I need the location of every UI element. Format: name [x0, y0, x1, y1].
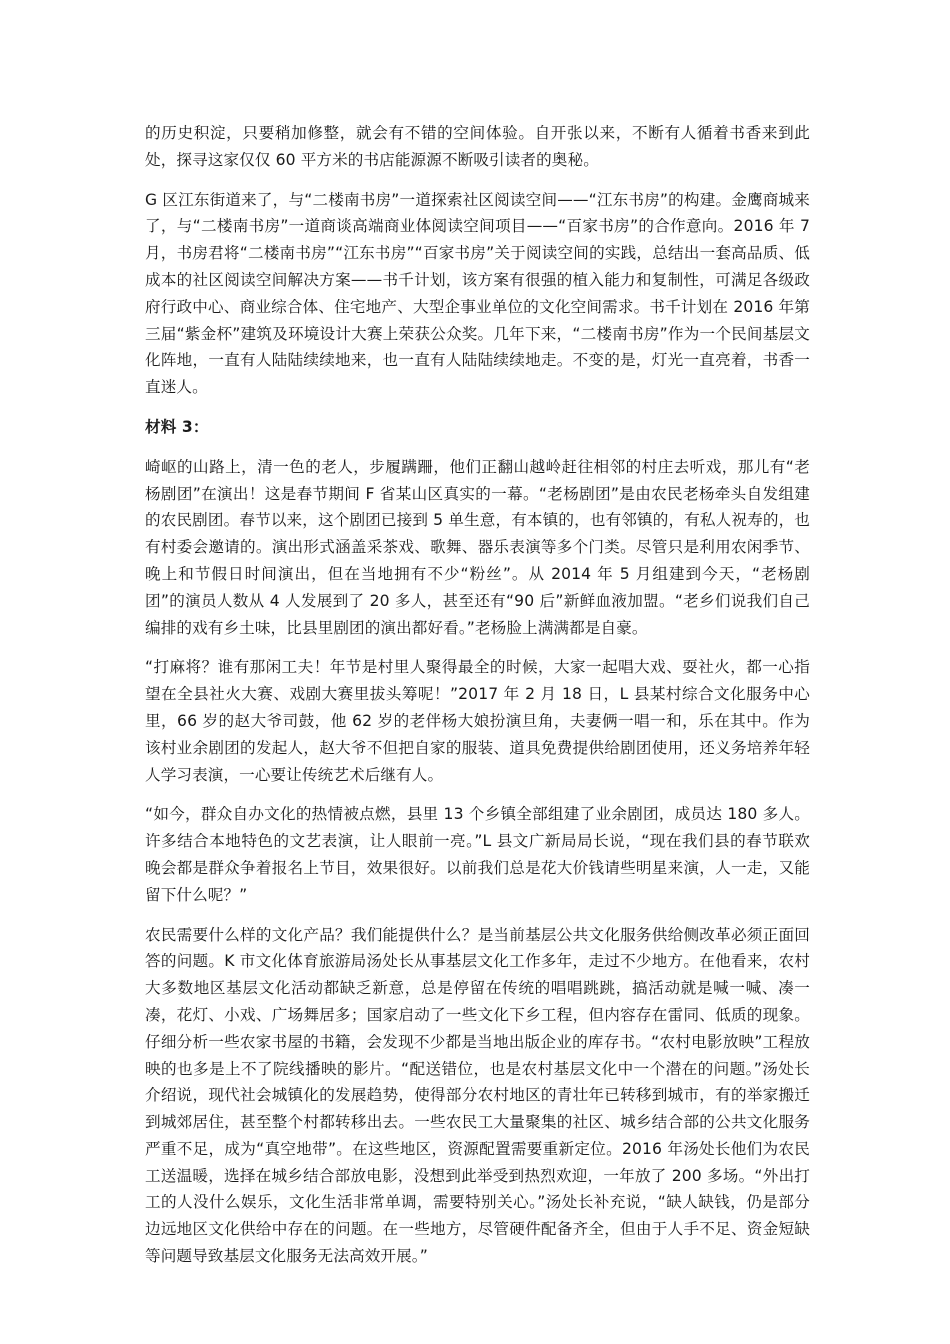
- paragraph-reading-space-history: 的历史积淀，只要稍加修整，就会有不错的空间体验。自开张以来，不断有人循着书香来到此处，探寻这家仅仅 60 平方米的书店能源源不断吸引读者的奥秘。: [145, 124, 810, 169]
- paragraph-jiangdong-study: G 区江东街道来了，与“二楼南书房”一道探索社区阅读空间——“江东书房”的构建。金鹰商城来了，与“二楼南书房”一道商谈高端商业体阅读空间项目——“百家书房”的合作意向。2016 年 7 月，书房君将“二楼南书房”“江东书房”“百家书房”关于阅读空间的实践，总结出一套高品质、低成本的社区阅读空间解决方案——书千计划，该方案有很强的植入能力和复制性，可满足各级政府行政中心、商业综合体、住宅地产、大型企事业单位的文化空间需求。书千计划在 2016 年第三届“紫金杯”建筑及环境设计大赛上荣获公众奖。几年下来，“二楼南书房”作为一个民间基层文化阵地，一直有人陆陆续续地来，也一直有人陆陆续续地走。不变的是，灯光一直亮着，书香一直迷人。: [145, 190, 810, 397]
- paragraph-village-opera: “打麻将？谁有那闲工夫！年节是村里人聚得最全的时候，大家一起唱大戏、耍社火，都一心指望在全县社火大赛、戏剧大赛里拔头筹呢！”2017 年 2 月 18 日，L 县某村综合文化服务中心里，66 岁的赵大爷司鼓，他 62 岁的老伴杨大娘扮演旦角，夫妻俩一唱一和，乐在其中。作为该村业余剧团的发起人，赵大爷不但把自家的服装、道具免费提供给剧团使用，还义务培养年轻人学习表演，一心要让传统艺术后继有人。: [145, 658, 810, 784]
- paragraph-county-troupes: “如今，群众自办文化的热情被点燃，县里 13 个乡镇全部组建了业余剧团，成员达 180 多人。许多结合本地特色的文艺表演，让人眼前一亮。”L 县文广新局局长说，“现在我们县的春节联欢晚会都是群众争着报名上节目，效果很好。以前我们总是花大价钱请些明星来演，人一走，又能留下什么呢？”: [145, 805, 810, 904]
- paragraph-laoyang-troupe: 崎岖的山路上，清一色的老人，步履蹒跚，他们正翻山越岭赶往相邻的村庄去听戏，那儿有“老杨剧团”在演出！这是春节期间 F 省某山区真实的一幕。“老杨剧团”是由农民老杨牵头自发组建的农民剧团。春节以来，这个剧团已接到 5 单生意，有本镇的，也有邻镇的，有私人祝寿的，也有村委会邀请的。演出形式涵盖采茶戏、歌舞、器乐表演等多个门类。尽管只是利用农闲季节、晚上和节假日时间演出，但在当地拥有不少“粉丝”。从 2014 年 5 月组建到今天，“老杨剧团”的演员人数从 4 人发展到了 20 多人，甚至还有“90 后”新鲜血液加盟。“老乡们说我们自己编排的戏有乡土味，比县里剧团的演出都好看。”老杨脸上满满都是自豪。: [145, 457, 810, 637]
- document-body: [145, 120, 810, 1283]
- paragraph-supply-reform: 农民需要什么样的文化产品？我们能提供什么？是当前基层公共文化服务供给侧改革必须正面回答的问题。K 市文化体育旅游局汤处长从事基层文化工作多年，走过不少地方。在他看来，农村大多数地区基层文化活动都缺乏新意，总是停留在传统的唱唱跳跳，搞活动就是喊一喊、凑一凑，花灯、小戏、广场舞居多；国家启动了一些文化下乡工程，但内容存在雷同、低质的现象。仔细分析一些农家书屋的书籍，会发现不少都是当地出版企业的库存书。“农村电影放映”工程放映的也多是上不了院线播映的影片。“配送错位，也是农村基层文化中一个潜在的问题。”汤处长介绍说，现代社会城镇化的发展趋势，使得部分农村地区的青壮年已转移到城市，有的举家搬迁到城郊居住，甚至整个村都转移出去。一些农民工大量聚集的社区、城乡结合部的公共文化服务严重不足，成为“真空地带”。在这些地区，资源配置需要重新定位。2016 年汤处长他们为农民工送温暖，选择在城乡结合部放电影，没想到此举受到热烈欢迎，一年放了 200 多场。“外出打工的人没什么娱乐，文化生活非常单调，需要特别关心。”汤处长补充说，“缺人缺钱，仍是部分边远地区文化供给中存在的问题。在一些地方，尽管硬件配备齐全，但由于人手不足、资金短缺等问题导致基层文化服务无法高效开展。”: [145, 925, 810, 1266]
- section-heading-material-3: 材料 3：: [145, 417, 209, 436]
